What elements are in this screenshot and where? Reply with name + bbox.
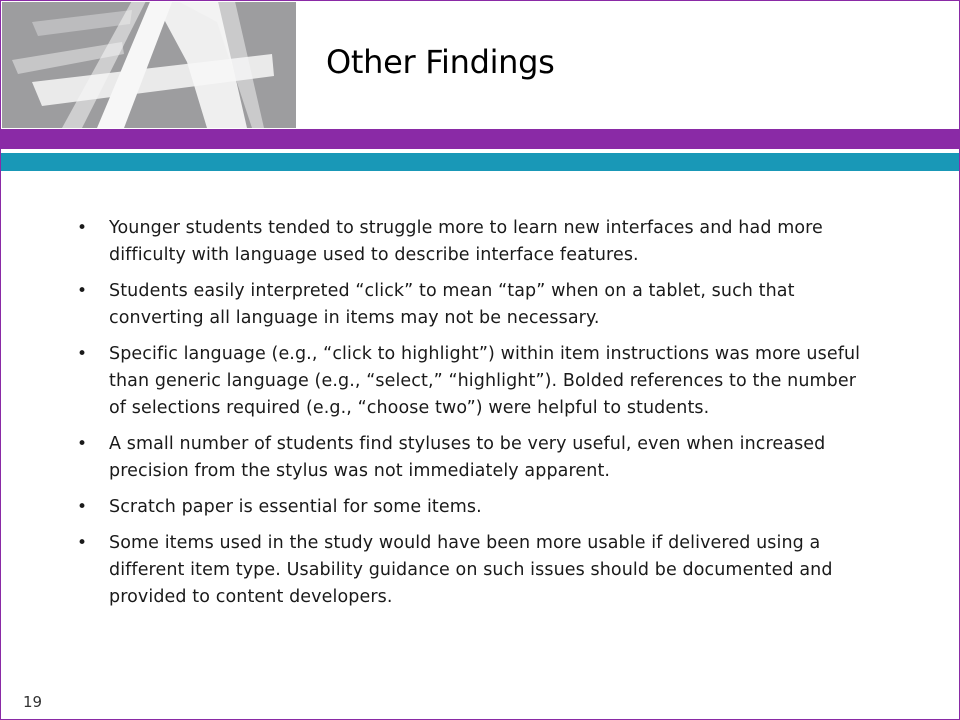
bullet-text: A small number of students find styluses to be very useful, even when increased precision from the stylus was not immediately apparent. [109, 434, 826, 481]
bullet-icon: • [77, 434, 88, 454]
header-bar-teal [1, 153, 960, 171]
bullet-item [73, 278, 873, 332]
slide-title: Other Findings [326, 43, 555, 81]
bullet-text: Some items used in the study would have been more usable if delivered using a different item type. Usability guidance on such issues should be documented and provided to content developers. [109, 533, 833, 607]
bullet-text: Students easily interpreted “click” to mean “tap” when on a tablet, such that converting all language in items may not be necessary. [109, 281, 795, 328]
bullet-icon: • [77, 344, 88, 364]
bullet-list [73, 215, 873, 620]
bullet-text: Scratch paper is essential for some items. [109, 497, 482, 517]
header-bar-purple [1, 129, 960, 149]
bullet-item [73, 341, 873, 422]
bullet-icon: • [77, 281, 88, 301]
bullet-icon: • [77, 533, 88, 553]
logo-a-icon [2, 2, 296, 128]
bullet-item [73, 530, 873, 611]
bullet-icon: • [77, 218, 88, 238]
bullet-text: Younger students tended to struggle more to learn new interfaces and had more difficulty with language used to describe interface features. [109, 218, 823, 265]
bullet-item [73, 494, 873, 521]
bullet-text: Specific language (e.g., “click to highlight”) within item instructions was more useful than generic language (e.g., “select,” “highlight”). Bolded references to the number of selections required (e.g., “choose two”) were helpful to students. [109, 344, 861, 418]
bullet-item [73, 215, 873, 269]
bullet-item [73, 431, 873, 485]
page-number: 19 [23, 693, 43, 711]
bullet-icon: • [77, 497, 88, 517]
